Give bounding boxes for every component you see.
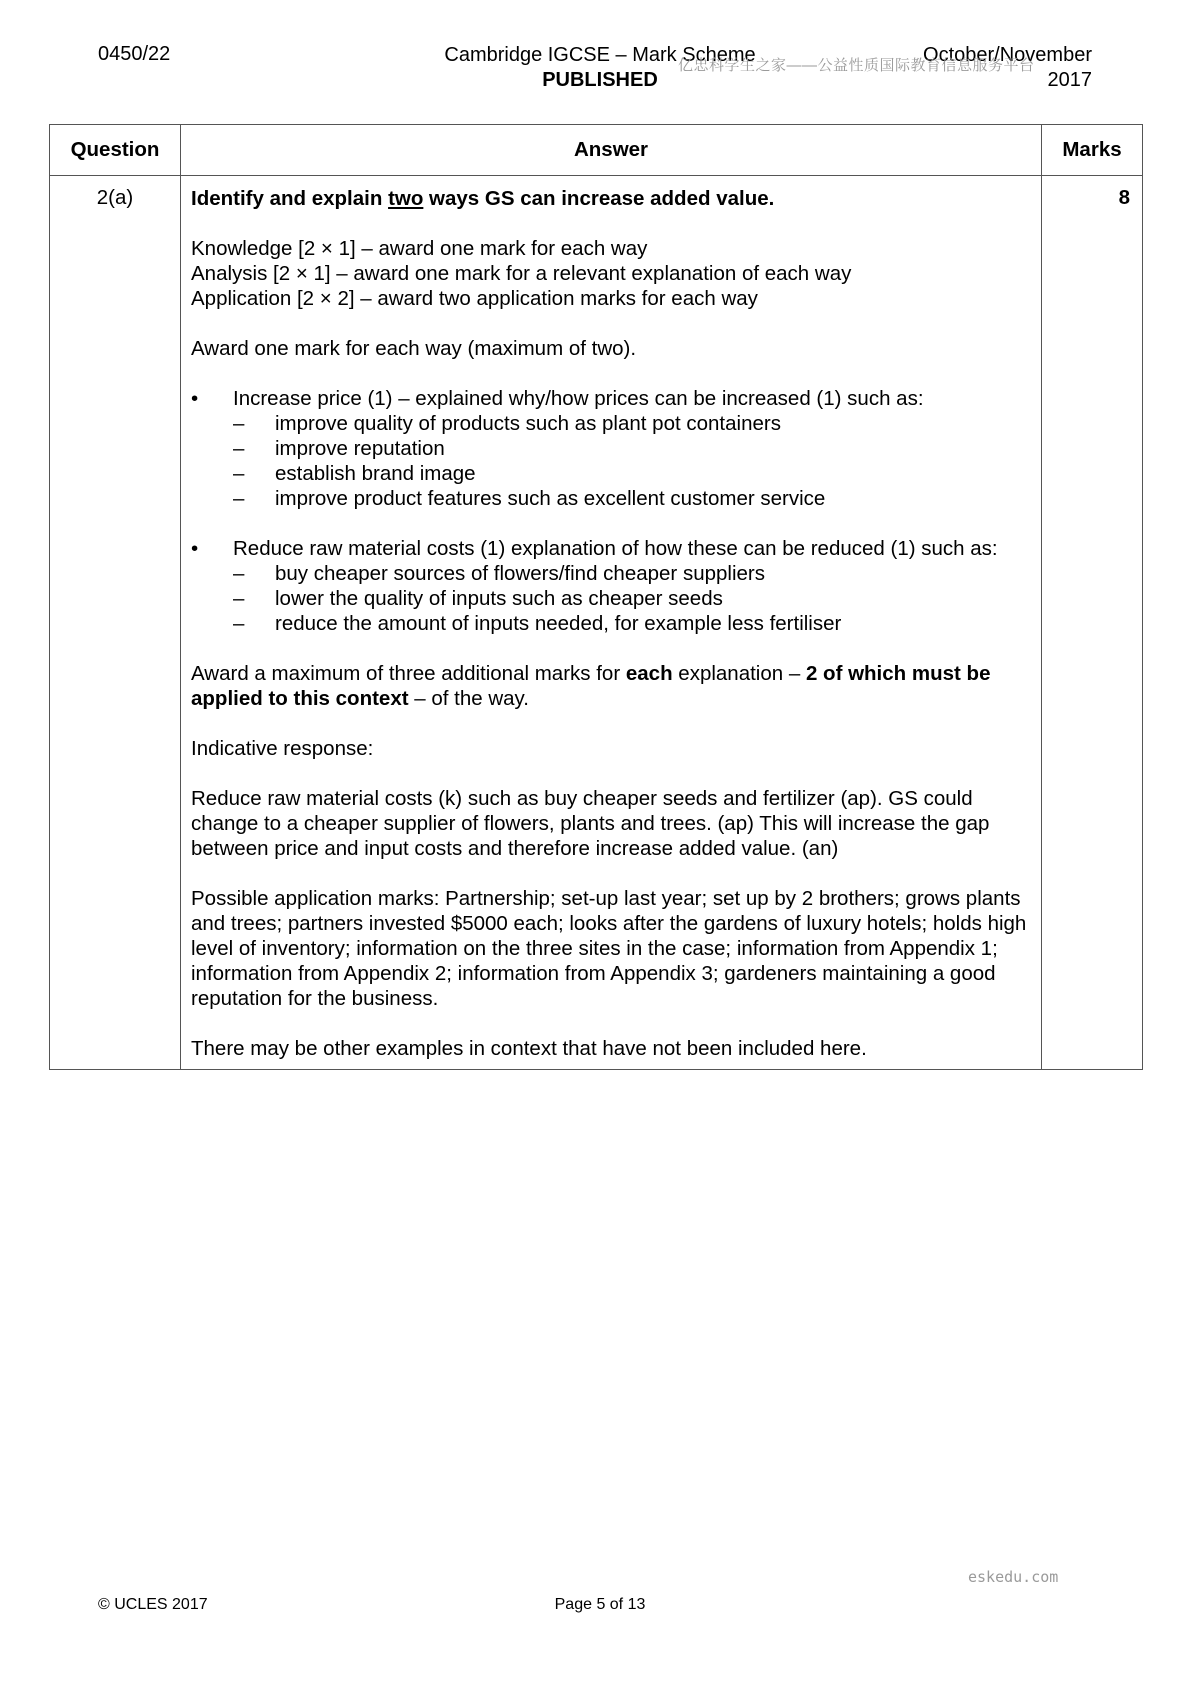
header-question: Question xyxy=(50,125,181,176)
criteria-knowledge: Knowledge [2 × 1] – award one mark for each way xyxy=(191,237,648,260)
indicative-response: Reduce raw material costs (k) such as buy cheaper seeds and fertilizer (ap). GS could change to a cheaper supplier of flowers, plants and trees. (ap) This will increase the gap between price and input costs and therefore increase added value. (an) xyxy=(191,787,990,860)
header-year: 2017 xyxy=(1047,69,1092,91)
header-session: October/November xyxy=(923,44,1092,66)
bullet-dot: • xyxy=(191,387,199,410)
table-row xyxy=(50,176,1143,1070)
footer-page-number: Page 5 of 13 xyxy=(554,1596,646,1613)
criteria-analysis: Analysis [2 × 1] – award one mark for a relevant explanation of each way xyxy=(191,262,852,285)
emphasis-two: two xyxy=(388,187,424,210)
list-item: – improve product features such as excellent customer service xyxy=(233,487,826,510)
answer-cell xyxy=(181,176,1042,1070)
paper-code: 0450/22 xyxy=(98,43,171,65)
award-each: Award one mark for each way (maximum of two). xyxy=(191,337,637,360)
header-marks: Marks xyxy=(1042,125,1143,176)
award-max: Award a maximum of three additional marks for each explanation – 2 of which must be applied to this context – of the way. xyxy=(191,662,991,710)
list-item: – reduce the amount of inputs needed, for example less fertiliser xyxy=(233,612,842,635)
table-header-row xyxy=(50,125,1143,176)
criteria-application: Application [2 × 2] – award two application marks for each way xyxy=(191,287,758,310)
bullet-reduce-costs xyxy=(191,536,1031,636)
list-item: – establish brand image xyxy=(233,462,476,485)
list-item: – buy cheaper sources of flowers/find cheaper suppliers xyxy=(233,562,765,585)
indicative-label: Indicative response: xyxy=(191,737,374,760)
question-title: Identify and explain two ways GS can increase added value. xyxy=(191,187,775,210)
footer-copyright: © UCLES 2017 xyxy=(98,1596,208,1613)
list-item: – improve quality of products such as plant pot containers xyxy=(233,412,781,435)
header-title: Cambridge IGCSE – Mark Scheme xyxy=(444,44,756,66)
mark-scheme-table xyxy=(49,124,1143,1070)
bullet-increase-price xyxy=(191,386,1031,511)
header-status: PUBLISHED xyxy=(542,69,658,91)
bullet-text: Increase price (1) – explained why/how prices can be increased (1) such as: xyxy=(233,387,924,410)
footer-site-watermark: eskedu.com xyxy=(968,1568,1059,1586)
bullet-dot: • xyxy=(191,537,199,560)
question-number: 2(a) xyxy=(50,176,181,1070)
possible-application-marks: Possible application marks: Partnership; set-up last year; set up by 2 brothers; grows plants and trees; partners invested $5000 each; looks after the gardens of luxury hotels; holds high level of inventory; information on the three sites in the case; information from Appendix 1; information from Appendix 2; information from Appendix 3; gardeners maintaining a good reputation for the business. xyxy=(191,887,1027,1010)
bullet-text: Reduce raw material costs (1) explanation of how these can be reduced (1) such as: xyxy=(233,537,998,560)
marks-value: 8 xyxy=(1042,176,1143,1070)
header-answer: Answer xyxy=(181,125,1042,176)
criteria-list xyxy=(191,236,1031,311)
list-item: – lower the quality of inputs such as cheaper seeds xyxy=(233,587,723,610)
other-examples: There may be other examples in context that have not been included here. xyxy=(191,1037,867,1060)
list-item: – improve reputation xyxy=(233,437,445,460)
header-watermark: 亿忠科学生之家——公益性质国际教育信息服务平台 xyxy=(678,57,1035,74)
